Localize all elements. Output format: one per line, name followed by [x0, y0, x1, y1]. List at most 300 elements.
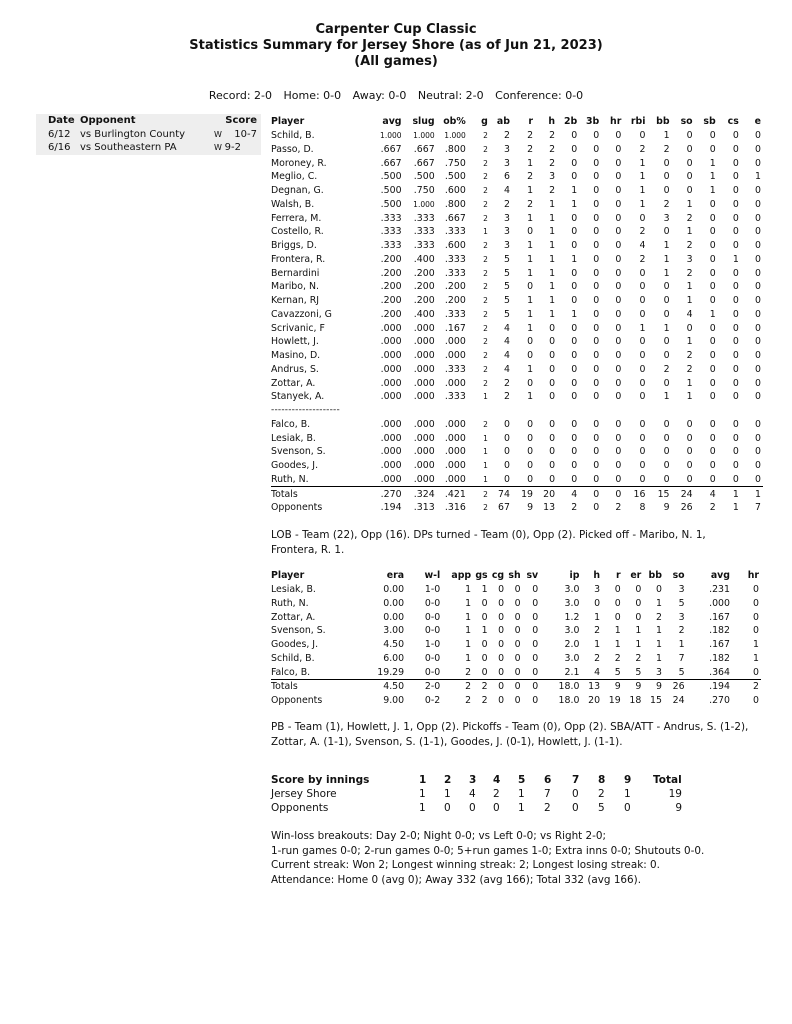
stat-cell: 0 — [615, 350, 622, 362]
stat-cell: 5 — [678, 597, 685, 609]
stat-cell: .667 — [413, 157, 435, 169]
stat-cell: 1 — [571, 253, 578, 265]
inning-number: 8 — [598, 774, 606, 786]
batting-opponents-row — [271, 501, 763, 515]
stat-cell: 0 — [593, 391, 600, 403]
stat-cell: 1 — [686, 391, 693, 403]
game-opponent: vs Southeastern PA — [80, 142, 177, 153]
stat-cell: 0 — [755, 432, 761, 444]
batting-separator-row — [271, 404, 763, 418]
stat-cell: .000 — [709, 597, 730, 609]
stat-cell: 1 — [571, 185, 578, 197]
stat-cell: .000 — [380, 363, 402, 375]
stat-cell: .333 — [444, 267, 466, 279]
stat-cell: 0 — [615, 322, 622, 334]
score-by-innings — [271, 774, 721, 816]
inning-runs: 1 — [419, 788, 426, 800]
stat-cell: 2 — [503, 198, 510, 210]
stat-cell: 0 — [755, 350, 761, 362]
stat-cell: .000 — [413, 350, 435, 362]
stat-cell: 2 — [483, 213, 488, 223]
stat-cell: .333 — [380, 240, 402, 252]
stat-cell: 0 — [498, 611, 505, 623]
stat-cell: 2 — [483, 241, 488, 251]
stat-cell: 0 — [709, 350, 716, 362]
inning-runs: 0 — [572, 788, 579, 800]
stat-cell: 0 — [709, 226, 716, 238]
innings-team-name: Opponents — [271, 802, 329, 814]
game-date: 6/12 — [48, 128, 71, 140]
stat-cell: 1 — [655, 652, 662, 664]
stat-cell: 0 — [614, 597, 621, 609]
stat-cell: 0 — [571, 322, 578, 334]
stat-cell: 1 — [549, 253, 556, 265]
stat-cell: 2 — [549, 130, 556, 142]
innings-total: 19 — [668, 788, 682, 800]
stat-cell: 0 — [549, 322, 556, 334]
stat-cell: .400 — [413, 253, 435, 265]
stat-cell: 0 — [732, 240, 739, 252]
stat-cell: .000 — [380, 446, 402, 458]
stat-cell: 0 — [755, 143, 761, 155]
player-name: Frontera, R. — [271, 253, 326, 265]
stat-cell: 5 — [503, 295, 510, 307]
batting-col-header: 2b — [563, 116, 578, 128]
stat-cell: 2 — [483, 309, 488, 319]
stat-cell: 0 — [755, 377, 761, 389]
pitching-col-header: cg — [491, 570, 505, 582]
stat-cell: 1 — [614, 625, 621, 637]
stat-cell: 0 — [481, 597, 488, 609]
inning-number: 5 — [518, 774, 526, 786]
stat-cell: .000 — [380, 391, 402, 403]
stat-cell: 24 — [672, 695, 685, 707]
stat-cell: 0 — [615, 157, 622, 169]
batting-row — [271, 308, 763, 322]
innings-team-row — [271, 802, 721, 816]
stat-cell: 0 — [481, 611, 488, 623]
stat-cell: 4 — [709, 488, 716, 500]
stat-cell: 0 — [532, 695, 539, 707]
stat-cell: 0 — [732, 336, 739, 348]
stat-cell: 0 — [755, 295, 761, 307]
innings-total-header: Total — [653, 774, 682, 786]
player-name: Zottar, A. — [271, 377, 316, 389]
stat-cell: 20 — [588, 695, 601, 707]
pitching-col-header: r — [616, 570, 621, 582]
stat-cell: 19 — [521, 488, 534, 500]
pitching-col-header: er — [630, 570, 642, 582]
game-row — [36, 128, 261, 142]
stat-cell: .324 — [413, 488, 435, 500]
stat-cell: 18 — [629, 695, 642, 707]
stat-cell: 0 — [593, 502, 600, 514]
stat-cell: 9 — [614, 681, 621, 693]
inning-runs: 0 — [624, 802, 631, 814]
stat-cell: 0 — [593, 350, 600, 362]
batting-row — [271, 239, 763, 253]
stat-cell: 0.00 — [383, 611, 405, 623]
stat-cell: 0 — [753, 695, 759, 707]
stat-cell: 2 — [615, 502, 622, 514]
stat-cell: 0 — [549, 391, 556, 403]
stat-cell: 2 — [571, 502, 578, 514]
stat-cell: 0 — [571, 226, 578, 238]
stat-cell: 0 — [571, 212, 578, 224]
stat-cell: 9 — [663, 502, 670, 514]
stat-cell: 2 — [483, 158, 488, 168]
stat-cell: .270 — [380, 488, 402, 500]
stat-cell: 0 — [755, 130, 761, 142]
stat-cell: 0 — [549, 336, 556, 348]
stat-cell: 0 — [593, 295, 600, 307]
stat-cell: 0 — [686, 143, 693, 155]
player-name: Falco, B. — [271, 418, 311, 430]
stat-cell: .167 — [444, 322, 466, 334]
stat-cell: 0 — [498, 584, 505, 596]
player-name: Svenson, S. — [271, 446, 326, 458]
stat-cell: .333 — [444, 308, 466, 320]
stat-cell: 0 — [593, 240, 600, 252]
stat-cell: 0 — [718, 473, 741, 487]
stat-cell: 0 — [709, 460, 716, 472]
stat-cell: 3.0 — [564, 652, 580, 664]
pitching-row — [271, 652, 761, 666]
stat-cell: 0 — [523, 665, 541, 679]
stat-cell: 7 — [678, 652, 685, 664]
batting-col-header: ab — [496, 116, 510, 128]
stat-cell: 0 — [639, 267, 646, 279]
stat-cell: .667 — [380, 157, 402, 169]
stat-cell: 2 — [483, 378, 488, 388]
stat-cell: 1 — [571, 308, 578, 320]
stat-cell: 0 — [549, 350, 556, 362]
inning-runs: 5 — [598, 802, 605, 814]
attendance-line: Attendance: Home 0 (avg 0); Away 332 (avg 166); Total 332 (avg 166). — [271, 873, 642, 886]
stat-cell: 2 — [483, 172, 488, 182]
stat-cell: 3 — [503, 240, 510, 252]
stat-cell: .000 — [437, 473, 468, 487]
stat-cell: 0.00 — [383, 597, 405, 609]
stat-cell: 0 — [532, 652, 539, 664]
stat-cell: 0 — [709, 391, 716, 403]
stat-cell: 0 — [527, 432, 534, 444]
stat-cell: 1 — [527, 253, 534, 265]
stat-cell: 1 — [527, 363, 534, 375]
stat-cell: 0 — [732, 130, 739, 142]
inning-runs: 7 — [544, 788, 551, 800]
stat-cell: 1 — [686, 295, 693, 307]
stat-cell: 0 — [647, 473, 671, 487]
stat-cell: 0 — [732, 460, 739, 472]
game-score: 9-2 — [224, 142, 241, 153]
stat-cell: 0 — [503, 460, 510, 472]
innings-label: Score by innings — [271, 774, 370, 786]
stat-cell: 2 — [663, 143, 670, 155]
stat-cell: 2 — [481, 681, 488, 693]
stat-cell: 2 — [549, 185, 556, 197]
pitching-col-header: sv — [526, 570, 539, 582]
stat-cell: .167 — [709, 611, 730, 623]
stat-cell: .000 — [413, 336, 435, 348]
batting-row — [271, 321, 763, 335]
stat-cell: 1 — [732, 502, 739, 514]
stat-cell: 2 — [483, 337, 488, 347]
stat-cell: 2 — [639, 226, 646, 238]
stat-cell: 1 — [594, 639, 601, 651]
stat-cell: 0 — [639, 308, 646, 320]
stat-cell: 0 — [663, 418, 670, 430]
stat-cell: 1 — [465, 639, 472, 651]
stat-cell: 5 — [503, 267, 510, 279]
stat-cell: 2 — [527, 143, 534, 155]
stat-cell: 0 — [571, 267, 578, 279]
stat-cell: 0 — [755, 363, 761, 375]
stat-cell: 4 — [639, 240, 646, 252]
stat-cell: 0 — [615, 432, 622, 444]
pitching-col-header: h — [593, 570, 601, 582]
stat-cell: 1 — [483, 392, 488, 402]
stat-cell: 2 — [678, 625, 685, 637]
stat-cell: .200 — [380, 295, 402, 307]
pitching-col-header: hr — [747, 570, 759, 582]
stat-cell: 3 — [594, 584, 601, 596]
stat-cell: 24 — [680, 488, 693, 500]
stat-cell: 0 — [635, 611, 642, 623]
stat-cell: 4.50 — [383, 681, 405, 693]
stat-cell: 1 — [753, 652, 759, 664]
stat-cell: 0 — [571, 391, 578, 403]
stat-cell: 1 — [549, 308, 556, 320]
stat-cell: 0 — [615, 240, 622, 252]
game-row — [36, 141, 261, 155]
stat-cell: 2 — [483, 364, 488, 374]
stat-cell: .750 — [444, 157, 466, 169]
pitching-col-header: Player — [271, 570, 305, 582]
stat-cell: 0 — [732, 391, 739, 403]
stat-cell: 19.29 — [361, 665, 406, 679]
stat-cell: .200 — [413, 267, 435, 279]
run-games-line: 1-run games 0-0; 2-run games 0-0; 5+run games 1-0; Extra inns 0-0; Shutouts 0-0. — [271, 844, 705, 857]
stat-cell: 0 — [615, 363, 622, 375]
stat-cell: .400 — [413, 308, 435, 320]
stat-cell: .000 — [413, 377, 435, 389]
batting-col-header: avg — [382, 116, 402, 128]
stat-cell: 0 — [686, 130, 693, 142]
stat-cell: 2 — [483, 419, 488, 429]
stat-cell: 0 — [639, 391, 646, 403]
stat-cell: 1 — [465, 611, 472, 623]
batting-row — [271, 280, 763, 294]
stat-cell: 1.000 — [413, 199, 435, 209]
player-name: Howlett, J. — [271, 336, 319, 348]
stat-cell: .167 — [709, 639, 730, 651]
stat-cell: 1.000 — [413, 131, 435, 141]
batting-row — [271, 418, 763, 432]
stat-cell: .200 — [380, 253, 402, 265]
stat-cell: .000 — [380, 322, 402, 334]
stat-cell: 0 — [615, 308, 622, 320]
stat-cell: 1 — [468, 473, 490, 487]
stat-cell: 0-0 — [424, 611, 441, 623]
stat-cell: 0 — [498, 625, 505, 637]
stat-cell: .000 — [380, 350, 402, 362]
stat-cell: 0 — [732, 446, 739, 458]
stat-cell: 0 — [709, 295, 716, 307]
stat-cell: 0 — [498, 695, 505, 707]
pitching-notes: PB - Team (1), Howlett, J. 1, Opp (2). Pickoffs - Team (0), Opp (2). SBA/ATT - Andrus, S. (1-2), Zottar, A. (1-1), Svenson, S. (1-1), Goodes, J. (0-1), Howlett, J. (1-1). — [271, 721, 749, 748]
stat-cell: 0 — [527, 336, 534, 348]
stat-cell: 0 — [549, 460, 556, 472]
innings-team-row — [271, 788, 721, 802]
player-name: Goodes, J. — [271, 460, 319, 472]
stat-cell: 1 — [663, 391, 670, 403]
pitching-col-header: ip — [569, 570, 580, 582]
stat-cell: 0 — [571, 432, 578, 444]
stat-cell: 0 — [686, 446, 693, 458]
stat-cell: 0 — [741, 473, 763, 487]
stat-cell: 1 — [686, 226, 693, 238]
stat-cell: 4 — [571, 488, 578, 500]
stat-cell: 0 — [755, 446, 761, 458]
stat-cell: 13 — [588, 681, 601, 693]
stat-cell: 0 — [663, 226, 670, 238]
stat-cell: 6.00 — [383, 652, 405, 664]
batting-row — [271, 335, 763, 349]
stat-cell: 1 — [686, 198, 693, 210]
stat-cell: 1 — [663, 253, 670, 265]
stat-cell: .333 — [444, 363, 466, 375]
stat-cell: 1 — [755, 488, 761, 500]
stat-cell: 1 — [635, 625, 642, 637]
stat-cell: .667 — [380, 143, 402, 155]
innings-total: 9 — [675, 802, 682, 814]
stat-cell: 2 — [663, 198, 670, 210]
stat-cell: 0 — [732, 322, 739, 334]
stat-cell: .231 — [709, 584, 730, 596]
stat-cell: 18.0 — [558, 695, 580, 707]
stat-cell: 2.0 — [564, 639, 580, 651]
stat-cell: 0 — [571, 418, 578, 430]
stat-cell: 0 — [709, 432, 716, 444]
stat-cell: 1-0 — [424, 639, 441, 651]
stat-cell: 0 — [514, 695, 521, 707]
stat-cell: 0 — [686, 322, 693, 334]
stat-cell: 0 — [709, 130, 716, 142]
batting-col-header: e — [754, 116, 761, 128]
pitching-col-header: w-l — [424, 570, 441, 582]
stat-cell: 0 — [512, 473, 535, 487]
stat-cell: 0 — [755, 185, 761, 197]
stat-cell: 0 — [755, 281, 761, 293]
stat-cell: 2 — [639, 143, 646, 155]
stat-cell: 0 — [655, 584, 662, 596]
batting-row — [271, 473, 763, 487]
player-name: Opponents — [271, 502, 323, 514]
stat-cell: 0 — [481, 639, 488, 651]
stat-cell: 5 — [664, 665, 687, 679]
batting-row — [271, 459, 763, 473]
stat-cell: .000 — [413, 322, 435, 334]
stat-cell: 0 — [732, 212, 739, 224]
stat-cell: 0 — [503, 432, 510, 444]
player-name: Ruth, N. — [271, 473, 372, 487]
stat-cell: 1 — [655, 625, 662, 637]
stat-cell: 1 — [663, 267, 670, 279]
stat-cell: 1 — [481, 584, 488, 596]
stat-cell: 1 — [527, 157, 534, 169]
pitching-col-header: gs — [475, 570, 488, 582]
stat-cell: .333 — [413, 212, 435, 224]
stat-cell: 0 — [532, 611, 539, 623]
stat-cell: 1-0 — [424, 584, 441, 596]
stat-cell: 2 — [709, 502, 716, 514]
stat-cell: .000 — [413, 391, 435, 403]
stat-cell: 2 — [483, 186, 488, 196]
stat-cell: .600 — [444, 240, 466, 252]
stat-cell: 0 — [709, 363, 716, 375]
stat-cell: 0 — [686, 171, 693, 183]
stat-cell: .000 — [413, 446, 435, 458]
stat-cell: .000 — [413, 432, 435, 444]
stat-cell: .000 — [380, 336, 402, 348]
stat-cell: 0 — [506, 665, 523, 679]
player-name: Schild, B. — [271, 130, 315, 142]
stat-cell: 2 — [686, 267, 693, 279]
stat-cell: 0 — [498, 639, 505, 651]
stat-cell: .270 — [709, 695, 730, 707]
stat-cell: 0 — [623, 473, 647, 487]
stat-cell: 0 — [635, 597, 642, 609]
stat-cell: 0 — [732, 418, 739, 430]
stat-cell: 0 — [709, 212, 716, 224]
stat-cell: 1 — [527, 322, 534, 334]
stat-cell: 1 — [465, 584, 472, 596]
batting-col-header: rbi — [630, 116, 646, 128]
stat-cell: .500 — [444, 171, 466, 183]
stat-cell: 2 — [483, 282, 488, 292]
stat-cell: 0 — [615, 171, 622, 183]
stat-cell: .000 — [444, 350, 466, 362]
stat-cell: 0 — [663, 295, 670, 307]
stat-cell: 0 — [639, 336, 646, 348]
stat-cell: 0 — [514, 625, 521, 637]
stat-cell: 0 — [614, 611, 621, 623]
stat-cell: .333 — [444, 253, 466, 265]
stat-cell: 2 — [614, 652, 621, 664]
stat-cell: 0 — [709, 446, 716, 458]
stat-cell: .333 — [380, 226, 402, 238]
stat-cell: .000 — [380, 432, 402, 444]
inning-runs: 0 — [572, 802, 579, 814]
inning-runs: 0 — [493, 802, 500, 814]
stat-cell: 0 — [503, 418, 510, 430]
breakouts-line: Win-loss breakouts: Day 2-0; Night 0-0; vs Left 0-0; vs Right 2-0; — [271, 830, 607, 842]
stat-cell: 0 — [709, 377, 716, 389]
inning-number: 7 — [572, 774, 580, 786]
stat-cell: .200 — [444, 281, 466, 293]
stat-cell: 0 — [527, 418, 534, 430]
stat-cell: 2 — [639, 253, 646, 265]
stat-cell: 1 — [527, 185, 534, 197]
stat-cell: 0 — [593, 281, 600, 293]
stat-cell: 0 — [639, 418, 646, 430]
separator-line: -------------------- — [271, 405, 340, 416]
stat-cell: 0 — [615, 281, 622, 293]
stat-cell: 1 — [527, 212, 534, 224]
stat-cell: 0 — [615, 295, 622, 307]
stat-cell: 0 — [732, 377, 739, 389]
